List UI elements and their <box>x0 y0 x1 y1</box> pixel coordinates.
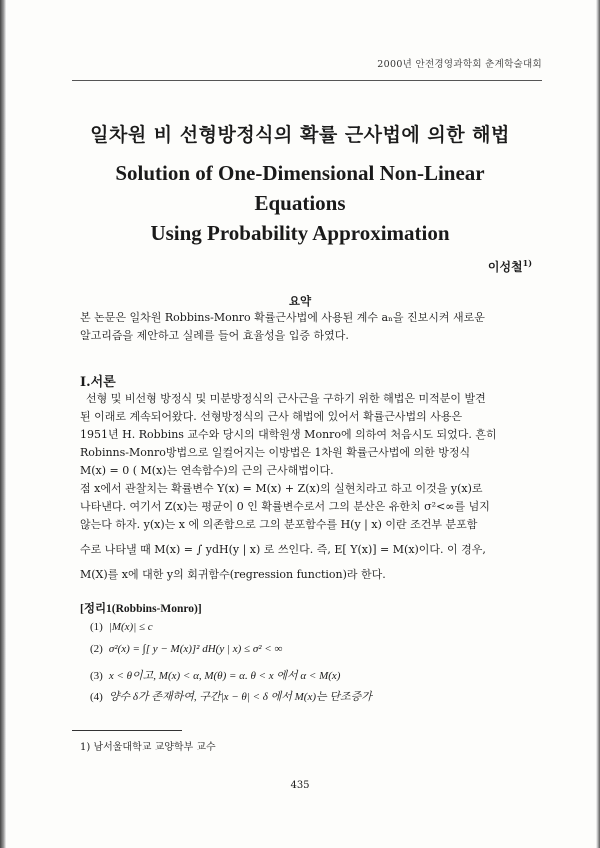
intro-line-10: M(X)를 x에 대한 y의 회귀함수(regression function)라 한다. <box>80 568 386 581</box>
author-footnote-mark: 1) <box>522 258 532 268</box>
condition-text: x < θ이고, M(x) < α, M(θ) = α. θ < x 에서 α < M(x) <box>108 670 341 682</box>
section-heading-introduction: Ⅰ.서론 <box>80 375 116 390</box>
condition-number: (3) <box>90 670 103 682</box>
footnote-rule <box>72 730 182 731</box>
title-english-line-3: Using Probability Approximation <box>150 221 450 245</box>
intro-line-2: 된 이래로 계속되어왔다. 선형방정식의 근사 해법에 있어서 확률근사법의 사용은 <box>80 410 463 423</box>
theorem-condition-4 <box>90 688 372 704</box>
title-english-line-1: Solution of One-Dimensional Non-Linear <box>115 161 485 185</box>
theorem-condition-3 <box>90 667 340 683</box>
condition-number: (1) <box>90 621 103 633</box>
author-name: 이성철 <box>487 260 523 274</box>
title-korean: 일차원 비 선형방정식의 확률 근사법에 의한 해법 <box>90 124 510 146</box>
condition-text: 양수 δ가 존재하여, 구간|x − θ| < δ 에서 M(x)는 단조증가 <box>108 691 372 703</box>
author <box>488 258 532 275</box>
intro-line-4: Robinns-Monro방법으로 일컬어지는 이방법은 1차원 확률근사법에 의한 방정식 <box>80 446 471 459</box>
running-header: 2000년 안전경영과학회 춘계학술대회 <box>377 59 542 70</box>
intro-line-5: M(x) = 0 ( M(x)는 연속함수)의 근의 근사해법이다. <box>80 464 334 477</box>
intro-line-1: 선형 및 비선형 방정식 및 미분방정식의 근사근을 구하기 위한 해법은 미적분이 발견 <box>86 392 486 405</box>
intro-line-9: 수로 나타낼 때 M(x) = ∫ ydH(y | x) 로 쓰인다. 즉, E[ Y(x)] = M(x)이다. 이 경우, <box>80 543 486 556</box>
theorem-condition-2 <box>90 643 282 655</box>
condition-text: |M(x)| ≤ c <box>108 621 153 633</box>
title-english <box>0 158 600 248</box>
page-number: 435 <box>290 780 310 791</box>
title-english-line-2: Equations <box>254 191 346 215</box>
theorem-condition-1 <box>90 621 153 633</box>
intro-line-3: 1951년 H. Robbins 교수와 당시의 대학원생 Monro에 의하여 처음시도 되었다. 흔히 <box>80 428 497 441</box>
condition-number: (4) <box>90 691 103 703</box>
condition-text: σ²(x) = ∫[ y − M(x)]² dH(y | x) ≤ σ² < ∞ <box>108 643 283 655</box>
abstract-line-1: 본 논문은 일차원 Robbins-Monro 확률근사법에 사용된 계수 aₙ을 진보시켜 새로운 <box>80 311 485 324</box>
intro-line-7: 나타낸다. 여기서 Z(x)는 평균이 0 인 확률변수로서 그의 분산은 유한치 σ²<∞를 넘지 <box>80 500 490 513</box>
header-rule <box>72 80 542 81</box>
intro-line-8: 않는다 하자. y(x)는 x 에 의존함으로 그의 분포함수를 H(y | x) 이란 조건부 분포함 <box>80 518 478 531</box>
condition-number: (2) <box>90 643 103 655</box>
theorem-heading: [정리1(Robbins-Monro)] <box>80 603 202 615</box>
footnote: 1) 남서울대학교 교양학부 교수 <box>80 742 216 753</box>
intro-line-6: 점 x에서 관찰치는 확률변수 Y(x) = M(x) + Z(x)의 실현치라고 하고 이것을 y(x)로 <box>80 482 483 495</box>
abstract-heading: 요약 <box>288 294 312 308</box>
abstract-line-2: 알고리즘을 제안하고 실례를 들어 효율성을 입증 하였다. <box>80 329 349 342</box>
